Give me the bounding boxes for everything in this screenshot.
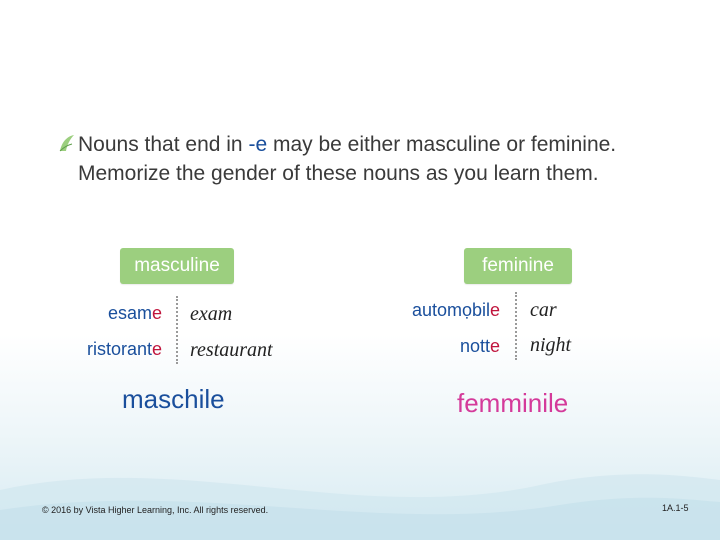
masculine-gender-word: maschile — [122, 384, 225, 414]
feminine-translation-2: night — [530, 334, 572, 356]
word-stem: automọbil — [411, 300, 490, 320]
masculine-label-text: masculine — [134, 255, 220, 276]
page-number: 1A.1-5 — [662, 503, 689, 513]
feminine-label — [464, 248, 572, 284]
word-ending: e — [489, 300, 500, 320]
word-ending: e — [151, 303, 162, 323]
masculine-translation-2: restaurant — [190, 339, 273, 361]
feminine-label-text: feminine — [482, 255, 554, 276]
ending-highlight: -e — [248, 133, 268, 156]
feminine-translation-1: car — [530, 299, 557, 321]
background-wave — [0, 430, 720, 540]
masculine-label — [120, 248, 234, 284]
masculine-divider — [176, 296, 178, 364]
feminine-word-1 — [370, 300, 500, 321]
bullet-icon — [58, 133, 76, 153]
copyright-notice: © 2016 by Vista Higher Learning, Inc. All rights reserved. — [42, 505, 269, 515]
word-ending: e — [151, 339, 162, 359]
feminine-gender-word: femminile — [457, 388, 569, 418]
feminine-divider — [515, 292, 517, 360]
feminine-word-2 — [370, 336, 500, 357]
instruction-bullet — [58, 130, 678, 188]
word-stem: ristorant — [86, 339, 152, 359]
instruction-text-before: Nouns that end in — [78, 133, 249, 156]
word-stem: esam — [107, 303, 152, 323]
word-stem: nott — [459, 336, 490, 356]
masculine-word-1 — [40, 303, 162, 324]
masculine-word-2 — [40, 339, 162, 360]
masculine-translation-1: exam — [190, 303, 233, 325]
word-ending: e — [489, 336, 500, 356]
instruction-text — [78, 130, 678, 188]
instruction-text-after: may be either masculine or feminine. Memorize the gender of these nouns as you learn them. — [78, 133, 617, 185]
